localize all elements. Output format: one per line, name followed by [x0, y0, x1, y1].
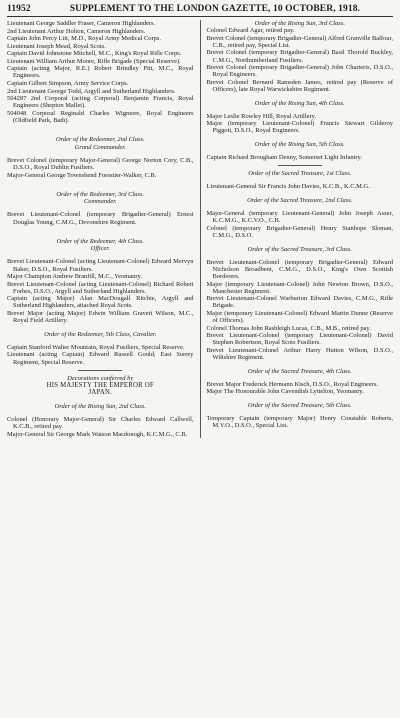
list-item: 504048 Corporal Reginald Charles Wigmore, Royal Engineers (Oldfield Park, Bath).: [7, 109, 194, 124]
list-item: Major Leslie Rowley Hill, Royal Artillery.: [206, 112, 317, 120]
section-heading: Order of the Sacred Treasure, 2nd Class.: [247, 196, 353, 204]
page-title: SUPPLEMENT TO THE LONDON GAZETTE, 10 OCTOBER, 1918.: [69, 4, 361, 14]
section-subheading: Commander.: [83, 198, 117, 206]
two-column-body: [7, 20, 393, 438]
list-item: Brevet Lieutenant-Colonel (temporary Brigadier-General) Edward Nicholson Broadbent, C.M.G., D.S.O., King's Own Scottish Borderers.: [206, 258, 393, 280]
separator-rule: [78, 370, 122, 371]
list-item: Brevet Lieutenant-Colonel Warburton Edward Davies, C.M.G., Rifle Brigade.: [206, 295, 393, 310]
list-item: Colonel (temporary Brigadier-General) Henry Stanhope Sloman, C.M.G., D.S.O.: [206, 224, 393, 239]
list-item: Brevet Colonel (temporary Major-General) George Norton Cory, C.B., D.S.O., Royal Dublin Fusiliers.: [7, 156, 194, 171]
list-item: Captain Richard Brougham Denny, Somerset Light Infantry.: [206, 154, 362, 162]
list-item: Brevet Major (acting Major) Edwin William Gravett Wilson, M.C., Royal Field Artillery.: [7, 310, 194, 325]
list-item: Major-General (temporary Lieutenant-General) John Joseph Asser, K.C.M.G., K.C.V.O., C.B.: [206, 210, 393, 225]
list-item: Brevet Lieutenant-Colonel (temporary Lieutenant-Colonel) David Stephen Robertson, Royal Scots Fusiliers.: [206, 332, 393, 347]
list-item: Temporary Captain (temporary Major) Henry Constable Roberts, M.V.O., D.S.O., Special List.: [206, 414, 393, 430]
list-item: 2nd Lieutenant George Todd, Argyll and Sutherland Highlanders.: [7, 87, 176, 95]
list-item: Lieutenant (acting Captain) Edward Russell Gould, East Surrey Regiment, Special Reserve.: [7, 351, 194, 366]
list-item: Brevet Lieutenant-Colonel (temporary Brigadier-General) Ernest Douglas Young, C.M.G., Devonshire Regiment.: [7, 211, 194, 226]
section-heading: Order of the Redeemer, 3rd Class.: [56, 191, 145, 199]
list-item: 2nd Lieutenant Arthur Holton, Cameron Highlanders.: [7, 27, 146, 35]
section-heading: Order of the Redeemer, 5th Class, Cavalier.: [44, 330, 157, 338]
list-item: Brevet Major Frederick Hermann Kisch, D.S.O., Royal Engineers.: [206, 380, 378, 388]
section-subheading: Grand Commander.: [74, 143, 126, 151]
japan-decorations-line: Decorations conferred by: [67, 374, 134, 382]
intro-list: [7, 20, 194, 124]
list-item: Captain (acting Major, R.E.) Robert Brindley Pitt, M.C., Royal Engineers.: [7, 65, 194, 80]
page-header: [7, 4, 393, 14]
list-item: Colonel (Honorary Major-General) Sir Charles Edward Callwell, K.C.B., retired pay.: [7, 415, 194, 431]
section-heading: Order of the Sacred Treasure, 4th Class.: [247, 367, 352, 375]
list-item: Lieutenant-General Sir Francis John Davies, K.C.B., K.C.M.G.: [206, 183, 370, 191]
right-column: [201, 20, 394, 438]
header-rule: [7, 16, 393, 17]
list-item: Captain David Johnstone Mitchell, M.C., King's Royal Rifle Corps.: [7, 50, 182, 58]
list-item: Major-General George Townshend Forestier-Walker, C.B.: [7, 171, 157, 179]
list-item: Brevet Lieutenant-Colonel (acting Lieutenant-Colonel) Edward Mervyn Baker, D.S.O., Royal Fusiliers.: [7, 258, 194, 273]
list-item: Lieutenant Joseph Mead, Royal Scots.: [7, 42, 106, 50]
list-item: Brevet Lieutenant-Colonel (acting Lieutenant-Colonel) Richard Robert Forbes, D.S.O., Argyll and Sutherland Highlanders.: [7, 280, 194, 295]
list-item: Colonel Thomas John Rashleigh Lucas, C.B., M.B., retired pay.: [206, 324, 371, 332]
list-item: Lieutenant William Arthur Moore, Rifle Brigade (Special Reserve).: [7, 57, 181, 65]
section-subheading: Officer.: [90, 245, 110, 253]
japan-country-line: JAPAN.: [88, 389, 112, 397]
section-heading: Order of the Sacred Treasure, 3rd Class.: [247, 245, 352, 253]
section-heading: Order of the Redeemer, 4th Class.: [56, 238, 144, 246]
list-item: Captain Gilbert Simpson, Army Service Corps.: [7, 79, 129, 87]
list-item: Captain Stanford Walter Mountain, Royal Fusiliers, Special Reserve.: [7, 343, 185, 351]
japan-emperor-line: HIS MAJESTY THE EMPEROR OF: [46, 381, 154, 389]
list-item: Brevet Colonel (temporary Brigadier-General) John Charteris, D.S.O., Royal Engineers.: [206, 64, 393, 79]
section-heading: Order of the Rising Sun, 4th Class.: [254, 99, 345, 107]
section-heading: Order of the Redeemer, 2nd Class.: [55, 136, 145, 144]
section-heading: Order of the Rising Sun, 2nd Class.: [54, 402, 146, 410]
list-item: Major (temporary Lieutenant-Colonel) John Newton Brown, D.S.O., Manchester Regiment.: [206, 280, 393, 295]
list-item: Major The Honourable John Cavendish Lyttelton, Yeomanry.: [206, 388, 364, 396]
list-item: Lieutenant George Saddler Fraser, Cameron Highlanders.: [7, 20, 156, 27]
list-item: Brevet Lieutenant-Colonel Arthur Harry Hutton Wilson, D.S.O., Wiltshire Regiment.: [206, 346, 393, 362]
list-item: Brevet Colonel (temporary Brigadier-General) Alfred Granville Balfour, C.B., retired pay, Special List.: [206, 34, 393, 49]
list-item: Brevet Colonel (temporary Brigadier-General) Basil Thorold Buckley, C.M.G., Northumberland Fusiliers.: [206, 49, 393, 64]
page-number: 11952: [7, 4, 31, 14]
section-heading: Order of the Rising Sun, 3rd Class.: [254, 20, 345, 27]
list-item: Major (temporary Lieutenant-Colonel) Francis Stewart Gilderoy Piggott, D.S.O., Royal Engineers.: [206, 120, 393, 135]
list-item: Captain (acting Major) Alan MacDougall Ritchie, Argyll and Sutherland Highlanders, attached Royal Scots.: [7, 295, 194, 310]
section-heading: Order of the Sacred Treasure, 5th Class.: [247, 401, 352, 409]
left-column: [7, 20, 201, 438]
list-item: 504287 2nd Corporal (acting Corporal) Benjamin Francis, Royal Engineers (Shepton Mallet).: [7, 95, 194, 110]
section-heading: Order of the Rising Sun, 5th Class.: [254, 140, 345, 148]
list-item: Major-General Sir George Mark Watson Macdonogh, K.C.M.G., C.B.: [7, 430, 188, 438]
list-item: Major (temporary Lieutenant-Colonel) Edward Martin Dunne (Reserve of Officers).: [206, 309, 393, 325]
list-item: Colonel Edward Agar, retired pay.: [206, 27, 295, 35]
section-heading: Order of the Sacred Treasure, 1st Class.: [248, 170, 352, 178]
list-item: Major Champion Andrew Branfill, M.C., Yeomanry.: [7, 273, 142, 281]
separator-rule: [278, 165, 322, 166]
list-item: Captain John Percy Litt, M.D., Royal Army Medical Corps.: [7, 35, 161, 43]
list-item: Brevet Colonel Bernard Ramsden James, retired pay (Reserve of Officers), late Royal Warwickshire Regiment.: [206, 78, 393, 93]
